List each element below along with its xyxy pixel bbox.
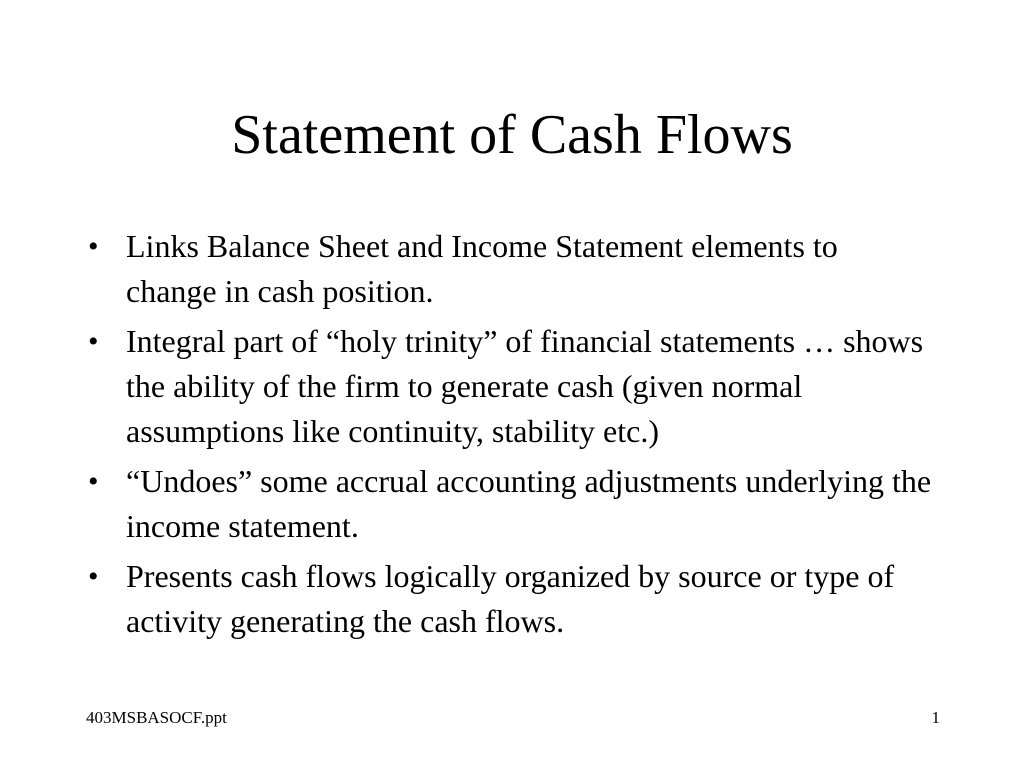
bullet-icon: • [88,325,99,358]
bullet-list [84,224,934,649]
bullet-icon: • [88,560,99,593]
footer-filename: 403MSBASOCF.ppt [86,708,227,727]
footer-page-number: 1 [931,708,940,727]
bullet-item [84,224,934,314]
bullet-text: Presents cash flows logically organized by source or type of activity generating the cash flows. [126,558,895,639]
bullet-text: Links Balance Sheet and Income Statement elements to change in cash position. [126,228,838,309]
bullet-item [84,554,934,644]
bullet-item [84,459,934,549]
bullet-text: Integral part of “holy trinity” of financial statements … shows the ability of the firm to generate cash (given normal assumptions like continuity, stability etc.) [126,323,924,449]
slide-title: Statement of Cash Flows [231,104,793,166]
bullet-item [84,319,934,454]
bullet-icon: • [88,230,99,263]
bullet-icon: • [88,465,99,498]
bullet-text: “Undoes” some accrual accounting adjustments underlying the income statement. [126,463,932,544]
